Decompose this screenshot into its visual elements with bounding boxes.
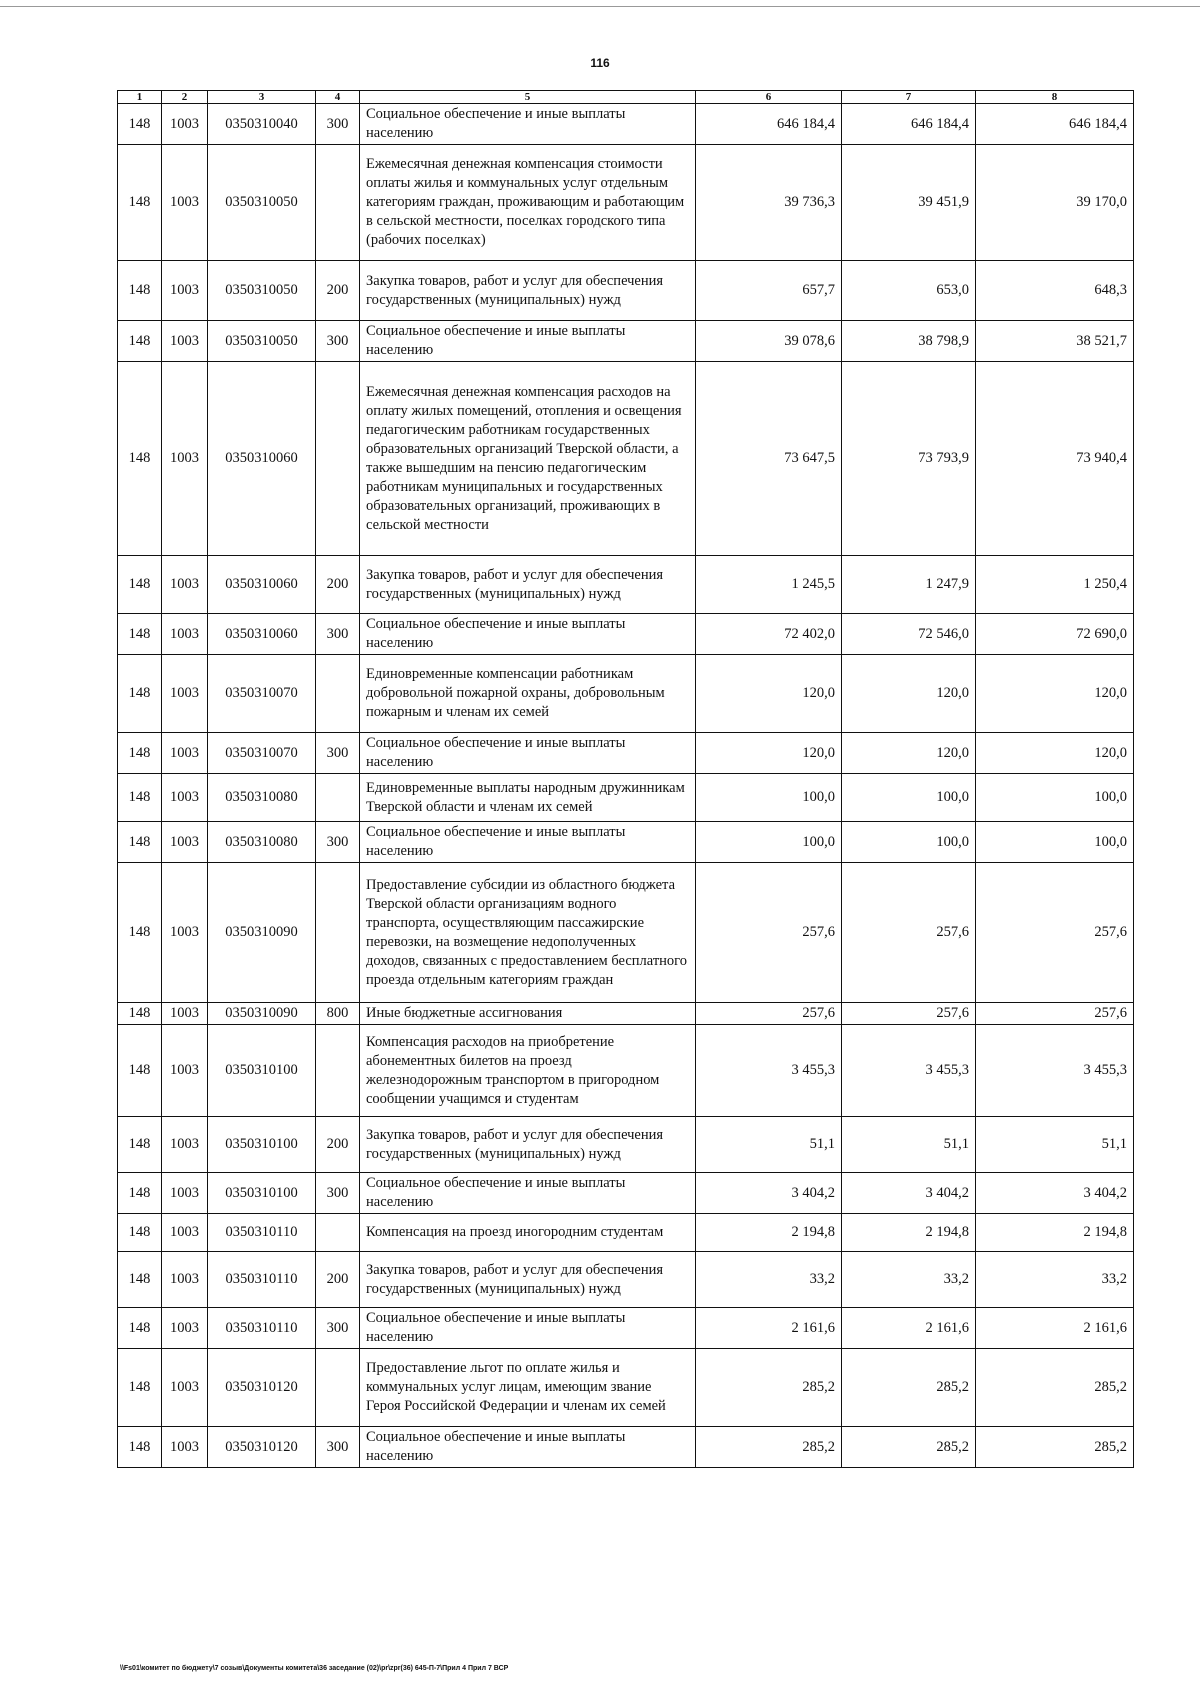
cell-c5: Закупка товаров, работ и услуг для обеспечения государственных (муниципальных) нужд [360, 261, 696, 321]
cell-c2: 1003 [162, 1252, 208, 1308]
cell-c3: 0350310050 [208, 145, 316, 261]
cell-c7: 100,0 [842, 822, 976, 863]
cell-c7: 285,2 [842, 1349, 976, 1427]
cell-c5: Социальное обеспечение и иные выплаты населению [360, 1427, 696, 1468]
cell-c7: 100,0 [842, 774, 976, 822]
cell-c1: 148 [118, 774, 162, 822]
cell-c3: 0350310060 [208, 614, 316, 655]
cell-c7: 3 404,2 [842, 1173, 976, 1214]
cell-c6: 100,0 [696, 822, 842, 863]
cell-c1: 148 [118, 145, 162, 261]
cell-c7: 646 184,4 [842, 104, 976, 145]
header-cell: 4 [316, 91, 360, 104]
cell-c6: 100,0 [696, 774, 842, 822]
cell-c4: 300 [316, 822, 360, 863]
cell-c8: 73 940,4 [976, 362, 1134, 556]
cell-c8: 100,0 [976, 822, 1134, 863]
cell-c4: 300 [316, 104, 360, 145]
cell-c6: 657,7 [696, 261, 842, 321]
cell-c3: 0350310080 [208, 822, 316, 863]
table-row [118, 1252, 1134, 1308]
cell-c2: 1003 [162, 145, 208, 261]
cell-c3: 0350310070 [208, 655, 316, 733]
table-row [118, 1173, 1134, 1214]
cell-c1: 148 [118, 556, 162, 614]
cell-c2: 1003 [162, 614, 208, 655]
cell-c7: 653,0 [842, 261, 976, 321]
cell-c5: Закупка товаров, работ и услуг для обеспечения государственных (муниципальных) нужд [360, 1252, 696, 1308]
cell-c4 [316, 1349, 360, 1427]
cell-c5: Закупка товаров, работ и услуг для обеспечения государственных (муниципальных) нужд [360, 556, 696, 614]
cell-c5: Социальное обеспечение и иные выплаты населению [360, 1173, 696, 1214]
cell-c3: 0350310110 [208, 1214, 316, 1252]
top-scan-line [0, 6, 1200, 7]
cell-c7: 2 161,6 [842, 1308, 976, 1349]
cell-c2: 1003 [162, 1349, 208, 1427]
table-row [118, 362, 1134, 556]
table-row [118, 733, 1134, 774]
cell-c8: 257,6 [976, 1003, 1134, 1025]
header-cell: 1 [118, 91, 162, 104]
cell-c8: 646 184,4 [976, 104, 1134, 145]
cell-c7: 33,2 [842, 1252, 976, 1308]
cell-c4 [316, 863, 360, 1003]
cell-c4: 300 [316, 1427, 360, 1468]
cell-c1: 148 [118, 362, 162, 556]
cell-c5: Компенсация расходов на приобретение абонементных билетов на проезд железнодорожным транспортом в пригородном сообщении учащимся и студентам [360, 1025, 696, 1117]
cell-c5: Ежемесячная денежная компенсация расходов на оплату жилых помещений, отопления и освещения педагогическим работникам государственных образовательных организаций Тверской области, а также вышедшим на пенсию педагогическим работникам муниципальных и государственных образовательных организаций, проживающих в сельской местности [360, 362, 696, 556]
cell-c5: Социальное обеспечение и иные выплаты населению [360, 614, 696, 655]
table-row [118, 1025, 1134, 1117]
cell-c4: 300 [316, 733, 360, 774]
cell-c6: 33,2 [696, 1252, 842, 1308]
table-row [118, 556, 1134, 614]
cell-c8: 648,3 [976, 261, 1134, 321]
header-cell: 6 [696, 91, 842, 104]
table-row [118, 104, 1134, 145]
cell-c5: Закупка товаров, работ и услуг для обеспечения государственных (муниципальных) нужд [360, 1117, 696, 1173]
cell-c8: 33,2 [976, 1252, 1134, 1308]
cell-c5: Предоставление субсидии из областного бюджета Тверской области организациям водного транспорта, осуществляющим пассажирские перевозки, на возмещение недополученных доходов, связанных с предоставлением бесплатного проезда отдельным категориям граждан [360, 863, 696, 1003]
cell-c3: 0350310100 [208, 1117, 316, 1173]
cell-c3: 0350310050 [208, 321, 316, 362]
cell-c6: 120,0 [696, 655, 842, 733]
cell-c3: 0350310110 [208, 1308, 316, 1349]
cell-c1: 148 [118, 655, 162, 733]
cell-c5: Иные бюджетные ассигнования [360, 1003, 696, 1025]
cell-c6: 646 184,4 [696, 104, 842, 145]
cell-c4: 800 [316, 1003, 360, 1025]
cell-c2: 1003 [162, 362, 208, 556]
cell-c6: 2 194,8 [696, 1214, 842, 1252]
cell-c8: 38 521,7 [976, 321, 1134, 362]
cell-c8: 257,6 [976, 863, 1134, 1003]
cell-c4: 300 [316, 1308, 360, 1349]
cell-c6: 39 078,6 [696, 321, 842, 362]
cell-c1: 148 [118, 1349, 162, 1427]
cell-c4 [316, 362, 360, 556]
cell-c3: 0350310090 [208, 1003, 316, 1025]
cell-c2: 1003 [162, 1308, 208, 1349]
table-body [118, 104, 1134, 1468]
cell-c5: Социальное обеспечение и иные выплаты населению [360, 1308, 696, 1349]
cell-c8: 285,2 [976, 1427, 1134, 1468]
cell-c6: 73 647,5 [696, 362, 842, 556]
cell-c3: 0350310090 [208, 863, 316, 1003]
cell-c2: 1003 [162, 261, 208, 321]
cell-c4: 200 [316, 1252, 360, 1308]
table-row [118, 261, 1134, 321]
table-row [118, 614, 1134, 655]
cell-c5: Предоставление льгот по оплате жилья и коммунальных услуг лицам, имеющим звание Героя Российской Федерации и членам их семей [360, 1349, 696, 1427]
cell-c2: 1003 [162, 1173, 208, 1214]
cell-c6: 257,6 [696, 1003, 842, 1025]
header-cell: 8 [976, 91, 1134, 104]
cell-c3: 0350310040 [208, 104, 316, 145]
cell-c1: 148 [118, 822, 162, 863]
cell-c2: 1003 [162, 1025, 208, 1117]
cell-c8: 72 690,0 [976, 614, 1134, 655]
cell-c5: Социальное обеспечение и иные выплаты населению [360, 822, 696, 863]
cell-c1: 148 [118, 1427, 162, 1468]
cell-c1: 148 [118, 733, 162, 774]
cell-c8: 3 404,2 [976, 1173, 1134, 1214]
header-cell: 2 [162, 91, 208, 104]
cell-c5: Компенсация на проезд иногородним студентам [360, 1214, 696, 1252]
cell-c6: 39 736,3 [696, 145, 842, 261]
cell-c2: 1003 [162, 655, 208, 733]
cell-c2: 1003 [162, 1427, 208, 1468]
cell-c7: 120,0 [842, 655, 976, 733]
cell-c2: 1003 [162, 1214, 208, 1252]
table-row [118, 1214, 1134, 1252]
cell-c2: 1003 [162, 1117, 208, 1173]
cell-c1: 148 [118, 261, 162, 321]
cell-c3: 0350310050 [208, 261, 316, 321]
cell-c5: Социальное обеспечение и иные выплаты населению [360, 733, 696, 774]
cell-c4: 200 [316, 261, 360, 321]
cell-c2: 1003 [162, 321, 208, 362]
table-row [118, 1349, 1134, 1427]
cell-c4 [316, 774, 360, 822]
cell-c6: 120,0 [696, 733, 842, 774]
cell-c1: 148 [118, 1117, 162, 1173]
cell-c7: 51,1 [842, 1117, 976, 1173]
cell-c1: 148 [118, 1003, 162, 1025]
cell-c7: 73 793,9 [842, 362, 976, 556]
cell-c3: 0350310070 [208, 733, 316, 774]
cell-c7: 257,6 [842, 863, 976, 1003]
cell-c6: 3 455,3 [696, 1025, 842, 1117]
table-row [118, 1308, 1134, 1349]
cell-c7: 257,6 [842, 1003, 976, 1025]
cell-c2: 1003 [162, 774, 208, 822]
header-row [118, 91, 1134, 104]
cell-c4 [316, 1025, 360, 1117]
header-cell: 3 [208, 91, 316, 104]
cell-c4 [316, 145, 360, 261]
cell-c1: 148 [118, 321, 162, 362]
cell-c6: 257,6 [696, 863, 842, 1003]
cell-c6: 285,2 [696, 1349, 842, 1427]
cell-c8: 51,1 [976, 1117, 1134, 1173]
cell-c5: Социальное обеспечение и иные выплаты населению [360, 321, 696, 362]
budget-table [117, 90, 1134, 1468]
table-row [118, 774, 1134, 822]
cell-c8: 1 250,4 [976, 556, 1134, 614]
cell-c4 [316, 1214, 360, 1252]
cell-c1: 148 [118, 614, 162, 655]
cell-c2: 1003 [162, 863, 208, 1003]
cell-c4: 200 [316, 556, 360, 614]
cell-c6: 1 245,5 [696, 556, 842, 614]
header-cell: 5 [360, 91, 696, 104]
cell-c4 [316, 655, 360, 733]
table-row [118, 655, 1134, 733]
cell-c6: 3 404,2 [696, 1173, 842, 1214]
cell-c4: 300 [316, 321, 360, 362]
cell-c6: 2 161,6 [696, 1308, 842, 1349]
cell-c1: 148 [118, 1173, 162, 1214]
header-cell: 7 [842, 91, 976, 104]
cell-c8: 2 161,6 [976, 1308, 1134, 1349]
cell-c3: 0350310110 [208, 1252, 316, 1308]
cell-c4: 200 [316, 1117, 360, 1173]
cell-c8: 2 194,8 [976, 1214, 1134, 1252]
cell-c6: 285,2 [696, 1427, 842, 1468]
cell-c7: 38 798,9 [842, 321, 976, 362]
cell-c7: 39 451,9 [842, 145, 976, 261]
cell-c1: 148 [118, 1025, 162, 1117]
cell-c7: 1 247,9 [842, 556, 976, 614]
cell-c5: Единовременные компенсации работникам добровольной пожарной охраны, добровольным пожарным и членам их семей [360, 655, 696, 733]
cell-c6: 72 402,0 [696, 614, 842, 655]
cell-c7: 3 455,3 [842, 1025, 976, 1117]
table-row [118, 1003, 1134, 1025]
cell-c2: 1003 [162, 733, 208, 774]
cell-c2: 1003 [162, 104, 208, 145]
table-row [118, 1427, 1134, 1468]
cell-c2: 1003 [162, 822, 208, 863]
cell-c8: 39 170,0 [976, 145, 1134, 261]
cell-c6: 51,1 [696, 1117, 842, 1173]
file-path-footer: \\Fs01\комитет по бюджету\7 созыв\Документы комитета\36 заседание (02)\pr\zpr(36) 645-П-7\Прил 4 Прил 7 ВСР [120, 1665, 509, 1672]
table-row [118, 822, 1134, 863]
cell-c1: 148 [118, 1214, 162, 1252]
cell-c7: 2 194,8 [842, 1214, 976, 1252]
cell-c5: Ежемесячная денежная компенсация стоимости оплаты жилья и коммунальных услуг отдельным категориям граждан, проживающим и работающим в сельской местности, поселках городского типа (рабочих поселках) [360, 145, 696, 261]
cell-c1: 148 [118, 104, 162, 145]
cell-c1: 148 [118, 1308, 162, 1349]
cell-c5: Социальное обеспечение и иные выплаты населению [360, 104, 696, 145]
cell-c7: 72 546,0 [842, 614, 976, 655]
cell-c5: Единовременные выплаты народным дружинникам Тверской области и членам их семей [360, 774, 696, 822]
cell-c3: 0350310120 [208, 1349, 316, 1427]
cell-c8: 285,2 [976, 1349, 1134, 1427]
cell-c7: 120,0 [842, 733, 976, 774]
cell-c2: 1003 [162, 556, 208, 614]
cell-c4: 300 [316, 1173, 360, 1214]
cell-c1: 148 [118, 863, 162, 1003]
cell-c4: 300 [316, 614, 360, 655]
cell-c3: 0350310060 [208, 556, 316, 614]
table-row [118, 1117, 1134, 1173]
cell-c3: 0350310100 [208, 1173, 316, 1214]
cell-c8: 100,0 [976, 774, 1134, 822]
cell-c8: 3 455,3 [976, 1025, 1134, 1117]
cell-c8: 120,0 [976, 733, 1134, 774]
cell-c2: 1003 [162, 1003, 208, 1025]
cell-c3: 0350310100 [208, 1025, 316, 1117]
table-row [118, 321, 1134, 362]
cell-c3: 0350310060 [208, 362, 316, 556]
table-row [118, 145, 1134, 261]
page-number: 116 [590, 56, 610, 70]
cell-c8: 120,0 [976, 655, 1134, 733]
table-row [118, 863, 1134, 1003]
cell-c3: 0350310080 [208, 774, 316, 822]
cell-c3: 0350310120 [208, 1427, 316, 1468]
cell-c1: 148 [118, 1252, 162, 1308]
cell-c7: 285,2 [842, 1427, 976, 1468]
